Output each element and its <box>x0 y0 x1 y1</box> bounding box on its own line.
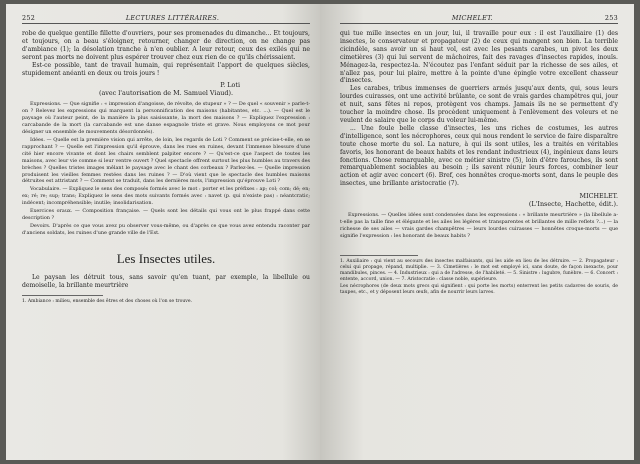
right-running-head <box>340 14 618 24</box>
section-paragraph: Le paysan les détruit tous, sans savoir qu'en tuant, par exemple, la libellule ou demoiselle, la brillante meurtrière <box>22 273 310 289</box>
section-text <box>22 274 310 290</box>
exercise-block: Devoirs. D'après ce que vous avez pu observer vous-même, ou d'après ce que vous avez entendu raconter par d'anciens soldats, les ruines d'une grande ville de l'Est. <box>22 222 310 236</box>
exercise-block: Vocabulaire. — Expliquez le sens des composés formés avec le mot : porter et les préfixes : ap; col; com; dé; en; ex; ré; re; sup; trans; Expliquez le sens des mots suivants formés avec : navet (p. qui n'existe pas) : néantcratic; indécent; incompréhensible; inutile; insolidarisation. <box>22 186 310 207</box>
left-signature <box>22 81 310 97</box>
left-page-number: 252 <box>22 14 36 22</box>
left-paragraph: Est-ce possible, tant de travail humain, qui représentait l'apport de quelques siècles, stupidement anéanti en deux ou trois jours ! <box>22 61 310 77</box>
footnote-rule <box>22 295 103 296</box>
exercise-block: Expressions. — Quelles idées sont condensées dans les expressions : « brillante meurtrière » (la libellule a-t-elle pas la taille fine et élégante et les ailes les légères et transparentes et brillantes de mille reflets ?...) — la richesse de ses ailes — vrais gardes champêtres — leurs lourdes cuirasses — honnêtes croque-morts — que signifie l'expression : les honorant de beaux habits ? <box>340 212 618 239</box>
left-body-text <box>22 30 310 77</box>
exercise-block: Idées. — Quelle est la première vision qui arrête, de loin, les regards de Loti ? Comment se précise-t-elle, en se rapprochant ? — Quelle est l'impression qu'il éprouve, dans les rues en ruines, devant l'immense blessure d'une cité hier encore vivante et dont les chairs semblent palpiter encore ? — Qu'est-ce que l'aspect de toutes les maisons, avec leur vie comme si leur ventre ouvert ? Quel spectacle offrent surtout les plus humbles au travers des brèches ? Quelles tristes images mêlant le paysage avec le chant des corbeaux ? Parlez-les. — Quelle impression produisent les vieilles femmes restées dans les ruines ? — D'où vient que le spectacle des humbles maisons détruites est attristant ? — Comment se traduit, dans les dernières mots, l'impression qu'éprouve Loti ? <box>22 136 310 185</box>
exercise-block: Expressions. — Que signifie : « impression d'angoisse, de révolte, de stupeur » ? — De quel « souvenir » parle-t-on ? Relevez les expressions qui marquent la personnification des maisons (habitantes, etc. ...). — Quel est le paysage où l'auteur peint, de la manière la plus saisissante, la mort des maisons ? — Expliquez l'expression : carcabande de la mort (la carcabande est une danse espagnole triste et grave. Nous employons ce mot pour désigner un ensemble de mouvements désordonnés). <box>22 101 310 136</box>
right-source: (L'Insecte, Hachette, édit.). <box>528 200 618 209</box>
right-page-number: 253 <box>604 14 618 22</box>
left-running-head <box>22 14 310 24</box>
book-spread <box>6 4 634 460</box>
right-body-text <box>340 30 618 188</box>
right-paragraph: Les carabes, tribus immenses de guerriers armés jusqu'aux dents, qui, sous leurs lourdes cuirasses, ont une activité brûlante, ce sont de vrais gardes champêtres qui, jour et nuit, sans fêtes ni repos, protègent vos champs. Jamais ils ne se permettent d'y toucher la moindre chose. Ils procèdent uniquement à l'enlèvement des voleurs et ne veulent de salaire que le corps du voleur lui-même. <box>340 85 618 124</box>
right-signature <box>340 192 618 208</box>
footnote-line: 1. Auxiliaire : qui vient au secours des insectes malfaisants, qui les aide en lieu de les détruire. — 2. Propagateur : celui qui propage, répand, multiplie. — 3. Cimetières : le mot est employé ici, sans doute, de façon inexacte, pour mandibules, pinces. — 4. Industrieux : qui a de l'adresse, de l'habileté. — 5. Sinistre : lugubre, funèbre. — 6. Concert : entente, accord, union. — 7. Aristocratie : classe noble, supérieure. <box>340 258 618 282</box>
right-page <box>320 4 634 460</box>
left-permission: (avec l'autorisation de M. Samuel Viaud). <box>98 89 234 98</box>
section-title: Les Insectes utiles. <box>116 250 216 266</box>
left-exercises <box>22 101 310 236</box>
right-exercises <box>340 212 618 240</box>
exercise-block: Exercices oraux. — Composition française. — Quels sont les détails qui vous ont le plus frappé dans cette description ? <box>22 208 310 221</box>
left-footnote: 1. Ambiance : milieu, ensemble des êtres et des choses où l'on se trouve. <box>22 299 193 305</box>
left-running-title: LECTURES LITTÉRAIRES. <box>125 14 220 22</box>
left-paragraph: robe de quelque gentille fillette d'ouvriers, pour ses promenades du dimanche... Et toujours, et toujours, on a beau s'éloigner, retourner, changer de direction, on ne change pas d'ambiance (1); la désolation tranche à n'en oublier. A leur retour, ceux des exilés qui ne seront pas morts ne doivent plus espérer trouver chez eux rien de ce qu'ils chérissaient. <box>22 30 310 61</box>
right-footnotes <box>340 259 618 296</box>
right-running-title: MICHELET. <box>451 14 494 22</box>
left-author: P. Loti <box>220 81 240 90</box>
footnote-line: Les nécrophores (de deux mots grecs qui signifient : qui porte les morts) enterrent les petits cadavres de souris, de taupes, etc., et y déposent leurs œufs, afin de nourrir leurs larves. <box>340 283 618 295</box>
right-author: MICHELET. <box>579 192 618 201</box>
right-paragraph: qui tue mille insectes en un jour, lui, il travaille pour eux : il est l'auxiliaire (1) des insectes, le conservateur et propagateur (2) de ceux qui mangent son bien. La terrible cicindèle, sans avoir un si haut vol, est avec les pesants carabes, un pivot les deux cimetières (3) qui lui servent de mâchoires, fait des ravages d'insectes rapides, inouïs. Ménagez-la, respectez-la. N'écoutez pas l'enfant séduit par la richesse de ses ailes, et n'allez pas, pour lui plaire, mettre à la pointe d'une épingle votre excellent chasseur d'insectes. <box>340 30 618 85</box>
footnote-rule <box>340 255 418 256</box>
left-page <box>6 4 320 460</box>
right-paragraph: ... Une foule belle classe d'insectes, les uns riches de costumes, les autres d'intelligence, sont les nécrophores, ceux qui nous rendent le service de faire disparaître toute chose morte du sol. La nature, à qui ils sont utiles, les a traités en véritables favoris, les honorant de beaux habits et les rendant industrieux (4), ingénieux dans leurs fonctions. Chose remarquable, avec ce métier sinistre (5), loin d'être farouches, ils sont remarquablement sociables au besoin ; ils savent réunir leurs forces, combiner leur action et agir avec concert (6). Bref, ces honnêtes croque-morts sont, dans le peuple des insectes, une brillante aristocratie (7). <box>340 124 618 188</box>
